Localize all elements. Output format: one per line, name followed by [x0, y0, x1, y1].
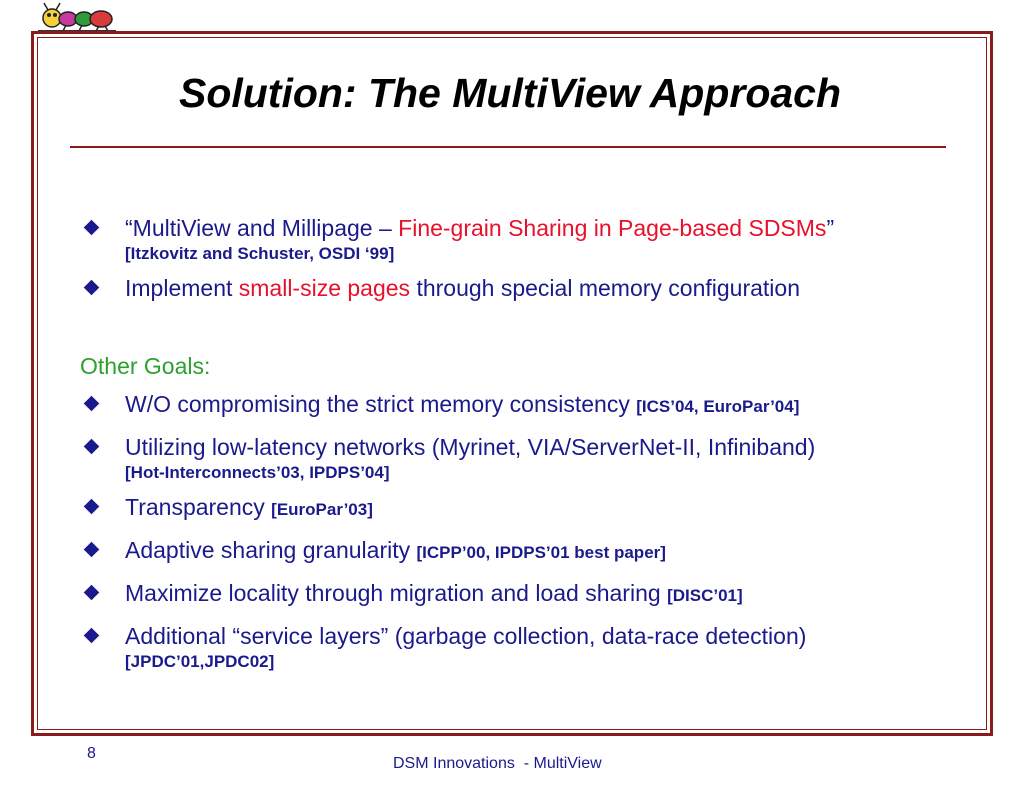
bullet-text-prefix: Implement	[125, 275, 239, 301]
citation: [DISC’01]	[667, 586, 743, 605]
bullet-text-prefix: “MultiView and Millipage –	[125, 215, 399, 241]
slide-title: Solution: The MultiView Approach	[178, 70, 842, 116]
bullet-implement-small-pages	[80, 274, 970, 302]
goal-strict-consistency	[80, 390, 970, 421]
title-divider	[70, 146, 946, 148]
citation: [ICS’04, EuroPar’04]	[636, 397, 800, 416]
goal-text: W/O compromising the strict memory consistency	[125, 391, 637, 417]
slide-content	[80, 214, 970, 674]
citation: [Hot-Interconnects’03, IPDPS’04]	[125, 463, 390, 482]
footer-text: DSM Innovations - MultiView	[393, 755, 602, 772]
bullet-text-suffix: through special memory configuration	[410, 275, 800, 301]
citation: [ICPP’00, IPDPS’01 best paper]	[416, 543, 666, 562]
other-goals-label: Other Goals:	[80, 353, 211, 379]
goal-low-latency-networks	[80, 433, 970, 485]
bullet-multiview-millipage	[80, 214, 970, 266]
diamond-bullet-icon	[84, 439, 100, 455]
bullet-text-close-quote: ”	[826, 215, 835, 241]
goal-adaptive-granularity	[80, 536, 970, 567]
page-number: 8	[87, 745, 96, 762]
citation: [Itzkovitz and Schuster, OSDI ‘99]	[125, 244, 395, 263]
diamond-bullet-icon	[84, 542, 100, 558]
goal-text: Adaptive sharing granularity	[125, 537, 417, 563]
citation: [JPDC’01,JPDC02]	[125, 652, 275, 671]
goal-text: Additional “service layers” (garbage collection, data-race detection)	[125, 623, 807, 649]
goal-text: Maximize locality through migration and load sharing	[125, 580, 668, 606]
diamond-bullet-icon	[84, 220, 100, 236]
bullet-text-highlight: small-size pages	[238, 275, 411, 301]
goal-text: Utilizing low-latency networks (Myrinet, VIA/ServerNet-II, Infiniband)	[125, 434, 816, 460]
goal-maximize-locality	[80, 579, 970, 610]
goal-transparency	[80, 493, 970, 524]
goal-service-layers	[80, 622, 970, 674]
diamond-bullet-icon	[84, 396, 100, 412]
diamond-bullet-icon	[84, 280, 100, 296]
ant-logo-icon	[38, 2, 116, 32]
citation: [EuroPar’03]	[271, 500, 373, 519]
diamond-bullet-icon	[84, 499, 100, 515]
goal-text: Transparency	[125, 494, 272, 520]
diamond-bullet-icon	[84, 628, 100, 644]
diamond-bullet-icon	[84, 585, 100, 601]
bullet-text-highlight: Fine-grain Sharing in Page-based SDSMs	[398, 215, 827, 241]
